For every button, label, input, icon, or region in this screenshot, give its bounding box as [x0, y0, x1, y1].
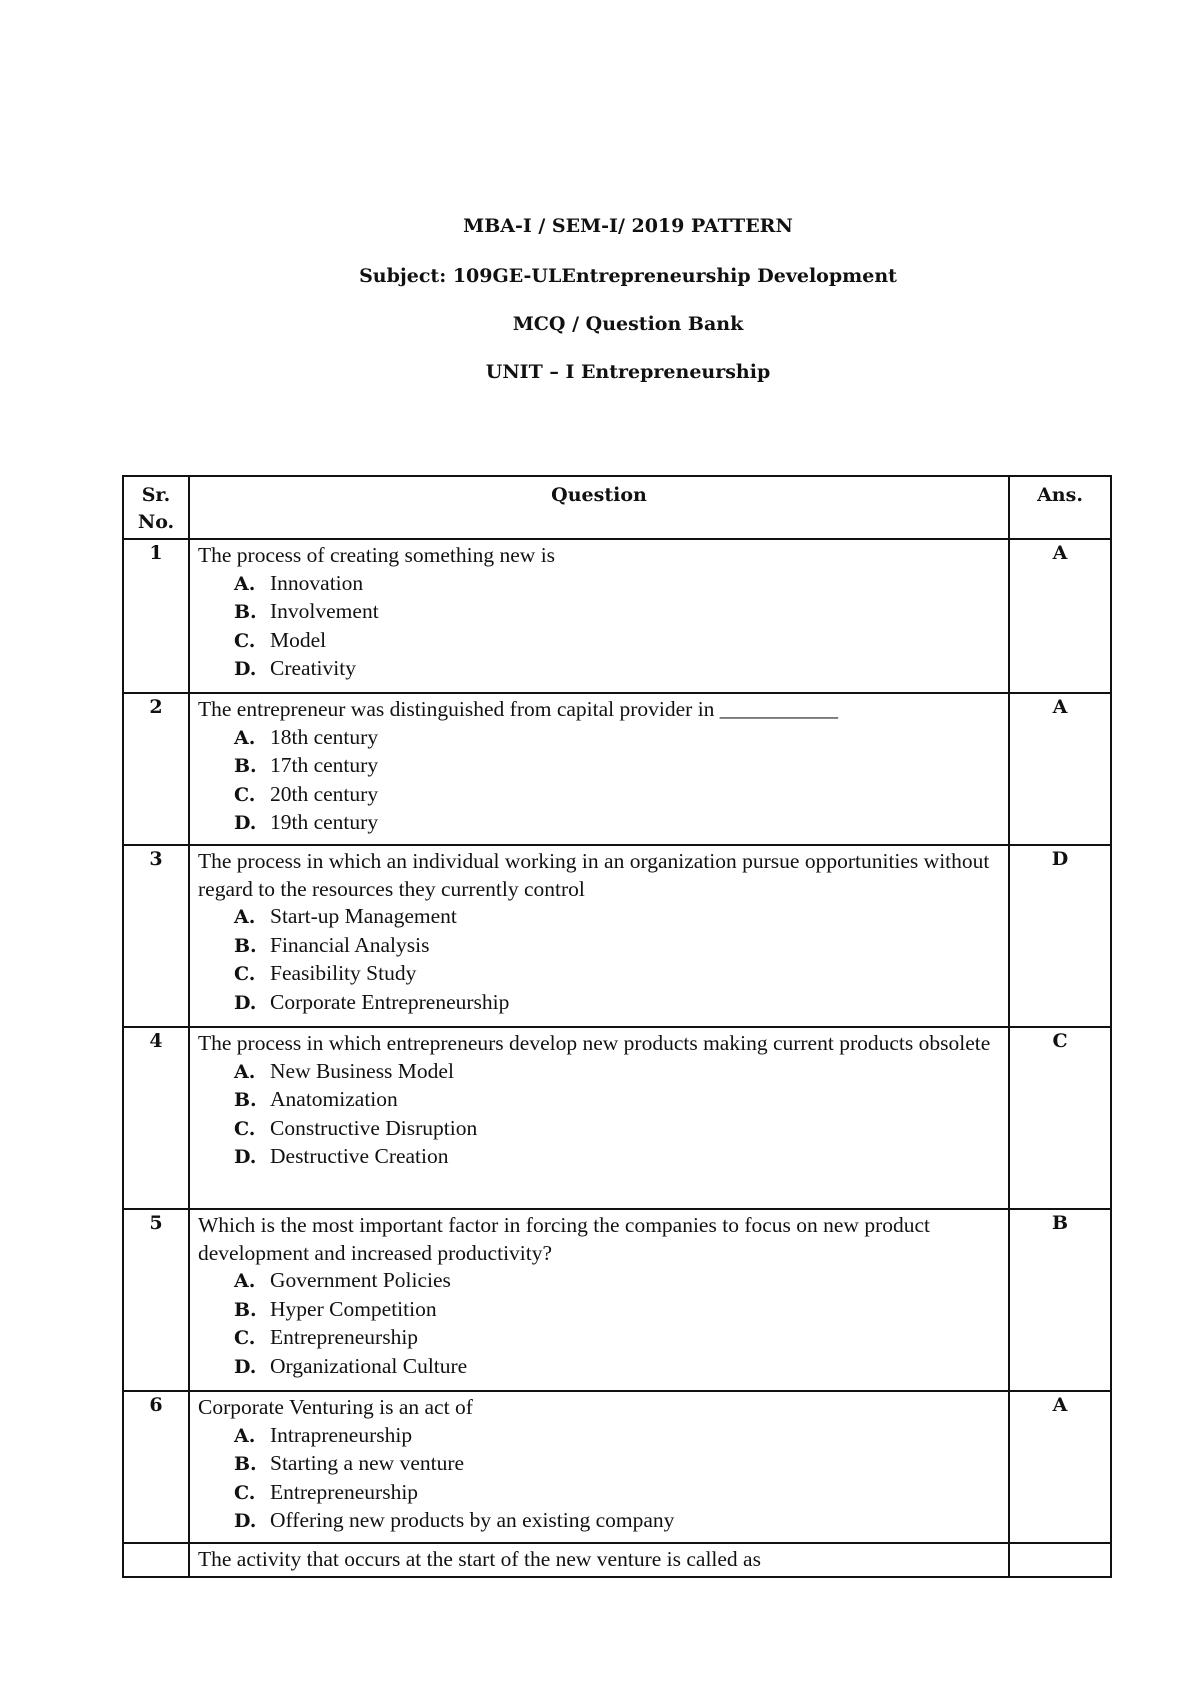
answer-option	[198, 1267, 1000, 1296]
question-text: Corporate Venturing is an act of	[198, 1395, 473, 1419]
answer-option	[198, 960, 1000, 989]
question-number: 1	[123, 539, 189, 693]
option-letter: D.	[234, 1510, 257, 1532]
answer-option	[198, 1115, 1000, 1144]
option-letter: C.	[234, 963, 256, 985]
table-row	[123, 693, 1111, 845]
table-row	[123, 1209, 1111, 1391]
answer-option	[198, 1296, 1000, 1325]
question-cell	[189, 1027, 1009, 1209]
question-text: The entrepreneur was distinguished from capital provider in ___________	[198, 697, 839, 721]
question-cell	[189, 1209, 1009, 1391]
correct-answer: A	[1009, 539, 1111, 693]
correct-answer	[1009, 1543, 1111, 1577]
answer-option	[198, 1058, 1000, 1087]
table-row	[123, 1543, 1111, 1577]
option-text: Anatomization	[270, 1087, 398, 1111]
option-text: 18th century	[270, 724, 379, 749]
answer-option	[198, 1143, 1000, 1172]
option-letter: D.	[234, 991, 257, 1014]
question-cell	[189, 1543, 1009, 1577]
subject-line: Subject: 109GE-ULEntrepreneurship Development	[359, 265, 897, 287]
option-text: Entrepreneurship	[270, 1325, 419, 1349]
option-text: 19th century	[270, 810, 379, 834]
option-letter: A.	[234, 1424, 256, 1447]
option-text: Start-up Management	[270, 904, 457, 928]
answer-option	[198, 932, 1000, 961]
column-header-question: Question	[189, 476, 1009, 539]
option-letter: D.	[234, 658, 257, 680]
unit-title-line: UNIT – I Entrepreneurship	[485, 361, 771, 383]
answer-option	[198, 1324, 1000, 1353]
option-text: Innovation	[270, 570, 364, 595]
question-number: 4	[123, 1027, 189, 1209]
option-text: Constructive Disruption	[270, 1115, 478, 1140]
table-row	[123, 539, 1111, 693]
answer-option	[198, 598, 1000, 627]
option-text: Government Policies	[270, 1268, 451, 1292]
option-letter: C.	[234, 1117, 256, 1140]
question-cell	[189, 539, 1009, 693]
option-text: Hyper Competition	[270, 1296, 437, 1321]
option-text: 20th century	[270, 781, 379, 806]
column-header-answer: Ans.	[1009, 476, 1111, 539]
question-cell	[189, 693, 1009, 845]
option-letter: C.	[234, 1327, 256, 1349]
question-text: The activity that occurs at the start of the new venture is called as	[198, 1547, 761, 1571]
option-text: Creativity	[270, 656, 356, 680]
option-text: Financial Analysis	[270, 932, 430, 957]
answer-option	[198, 1479, 1000, 1508]
question-text: The process in which an individual working in an organization pursue opportunities without regard to the resources they currently control	[198, 849, 990, 901]
option-text: Feasibility Study	[270, 961, 417, 985]
table-row	[123, 1391, 1111, 1543]
question-number: 2	[123, 693, 189, 845]
question-number: 3	[123, 845, 189, 1027]
question-text: The process of creating something new is	[198, 543, 556, 567]
option-text: New Business Model	[270, 1058, 454, 1083]
option-letter: A.	[234, 726, 256, 749]
answer-option	[198, 809, 1000, 838]
option-letter: C.	[234, 629, 256, 652]
answer-option	[198, 724, 1000, 753]
option-letter: B.	[234, 934, 257, 957]
option-letter: D.	[234, 1146, 257, 1168]
option-text: Involvement	[270, 599, 379, 623]
column-header-sr-no	[123, 476, 189, 539]
option-letter: A.	[234, 906, 256, 928]
table-header-row	[123, 476, 1111, 539]
table-row	[123, 845, 1111, 1027]
answer-option	[198, 903, 1000, 932]
option-letter: B.	[234, 755, 257, 777]
question-number: 6	[123, 1391, 189, 1543]
answer-option	[198, 1353, 1000, 1382]
option-letter: C.	[234, 783, 256, 806]
option-letter: D.	[234, 812, 257, 834]
option-letter: B.	[234, 1453, 257, 1475]
option-text: Destructive Creation	[270, 1144, 449, 1168]
option-letter: A.	[234, 1270, 256, 1292]
question-text: Which is the most important factor in forcing the companies to focus on new product development and increased productivity?	[198, 1213, 931, 1265]
option-letter: B.	[234, 1298, 257, 1321]
option-text: Corporate Entrepreneurship	[270, 989, 510, 1014]
option-letter: B.	[234, 601, 257, 623]
question-cell	[189, 845, 1009, 1027]
answer-option	[198, 1422, 1000, 1451]
question-bank-table	[122, 475, 1112, 1578]
option-text: 17th century	[270, 753, 379, 777]
question-text: The process in which entrepreneurs develop new products making current products obsolete	[198, 1031, 991, 1055]
option-text: Organizational Culture	[270, 1353, 468, 1378]
option-letter: C.	[234, 1481, 256, 1504]
course-pattern-line: MBA-I / SEM-I/ 2019 PATTERN	[463, 215, 793, 237]
option-letter: B.	[234, 1089, 257, 1111]
answer-option	[198, 752, 1000, 781]
table-row	[123, 1027, 1111, 1209]
bank-type-line: MCQ / Question Bank	[512, 313, 744, 335]
answer-option	[198, 781, 1000, 810]
question-number	[123, 1543, 189, 1577]
option-letter: A.	[234, 572, 256, 595]
answer-option	[198, 1507, 1000, 1536]
option-letter: A.	[234, 1060, 256, 1083]
option-text: Offering new products by an existing company	[270, 1508, 675, 1532]
question-number: 5	[123, 1209, 189, 1391]
answer-option	[198, 627, 1000, 656]
correct-answer: D	[1009, 845, 1111, 1027]
correct-answer: A	[1009, 693, 1111, 845]
correct-answer: C	[1009, 1027, 1111, 1209]
option-text: Intrapreneurship	[270, 1422, 413, 1447]
option-text: Starting a new venture	[270, 1451, 465, 1475]
correct-answer: B	[1009, 1209, 1111, 1391]
option-letter: D.	[234, 1355, 257, 1378]
correct-answer: A	[1009, 1391, 1111, 1543]
answer-option	[198, 1086, 1000, 1115]
answer-option	[198, 655, 1000, 684]
answer-option	[198, 570, 1000, 599]
answer-option	[198, 989, 1000, 1018]
question-cell	[189, 1391, 1009, 1543]
option-text: Entrepreneurship	[270, 1479, 419, 1504]
column-header-sr-label: Sr. No.	[137, 484, 175, 533]
answer-option	[198, 1450, 1000, 1479]
option-text: Model	[270, 627, 327, 652]
